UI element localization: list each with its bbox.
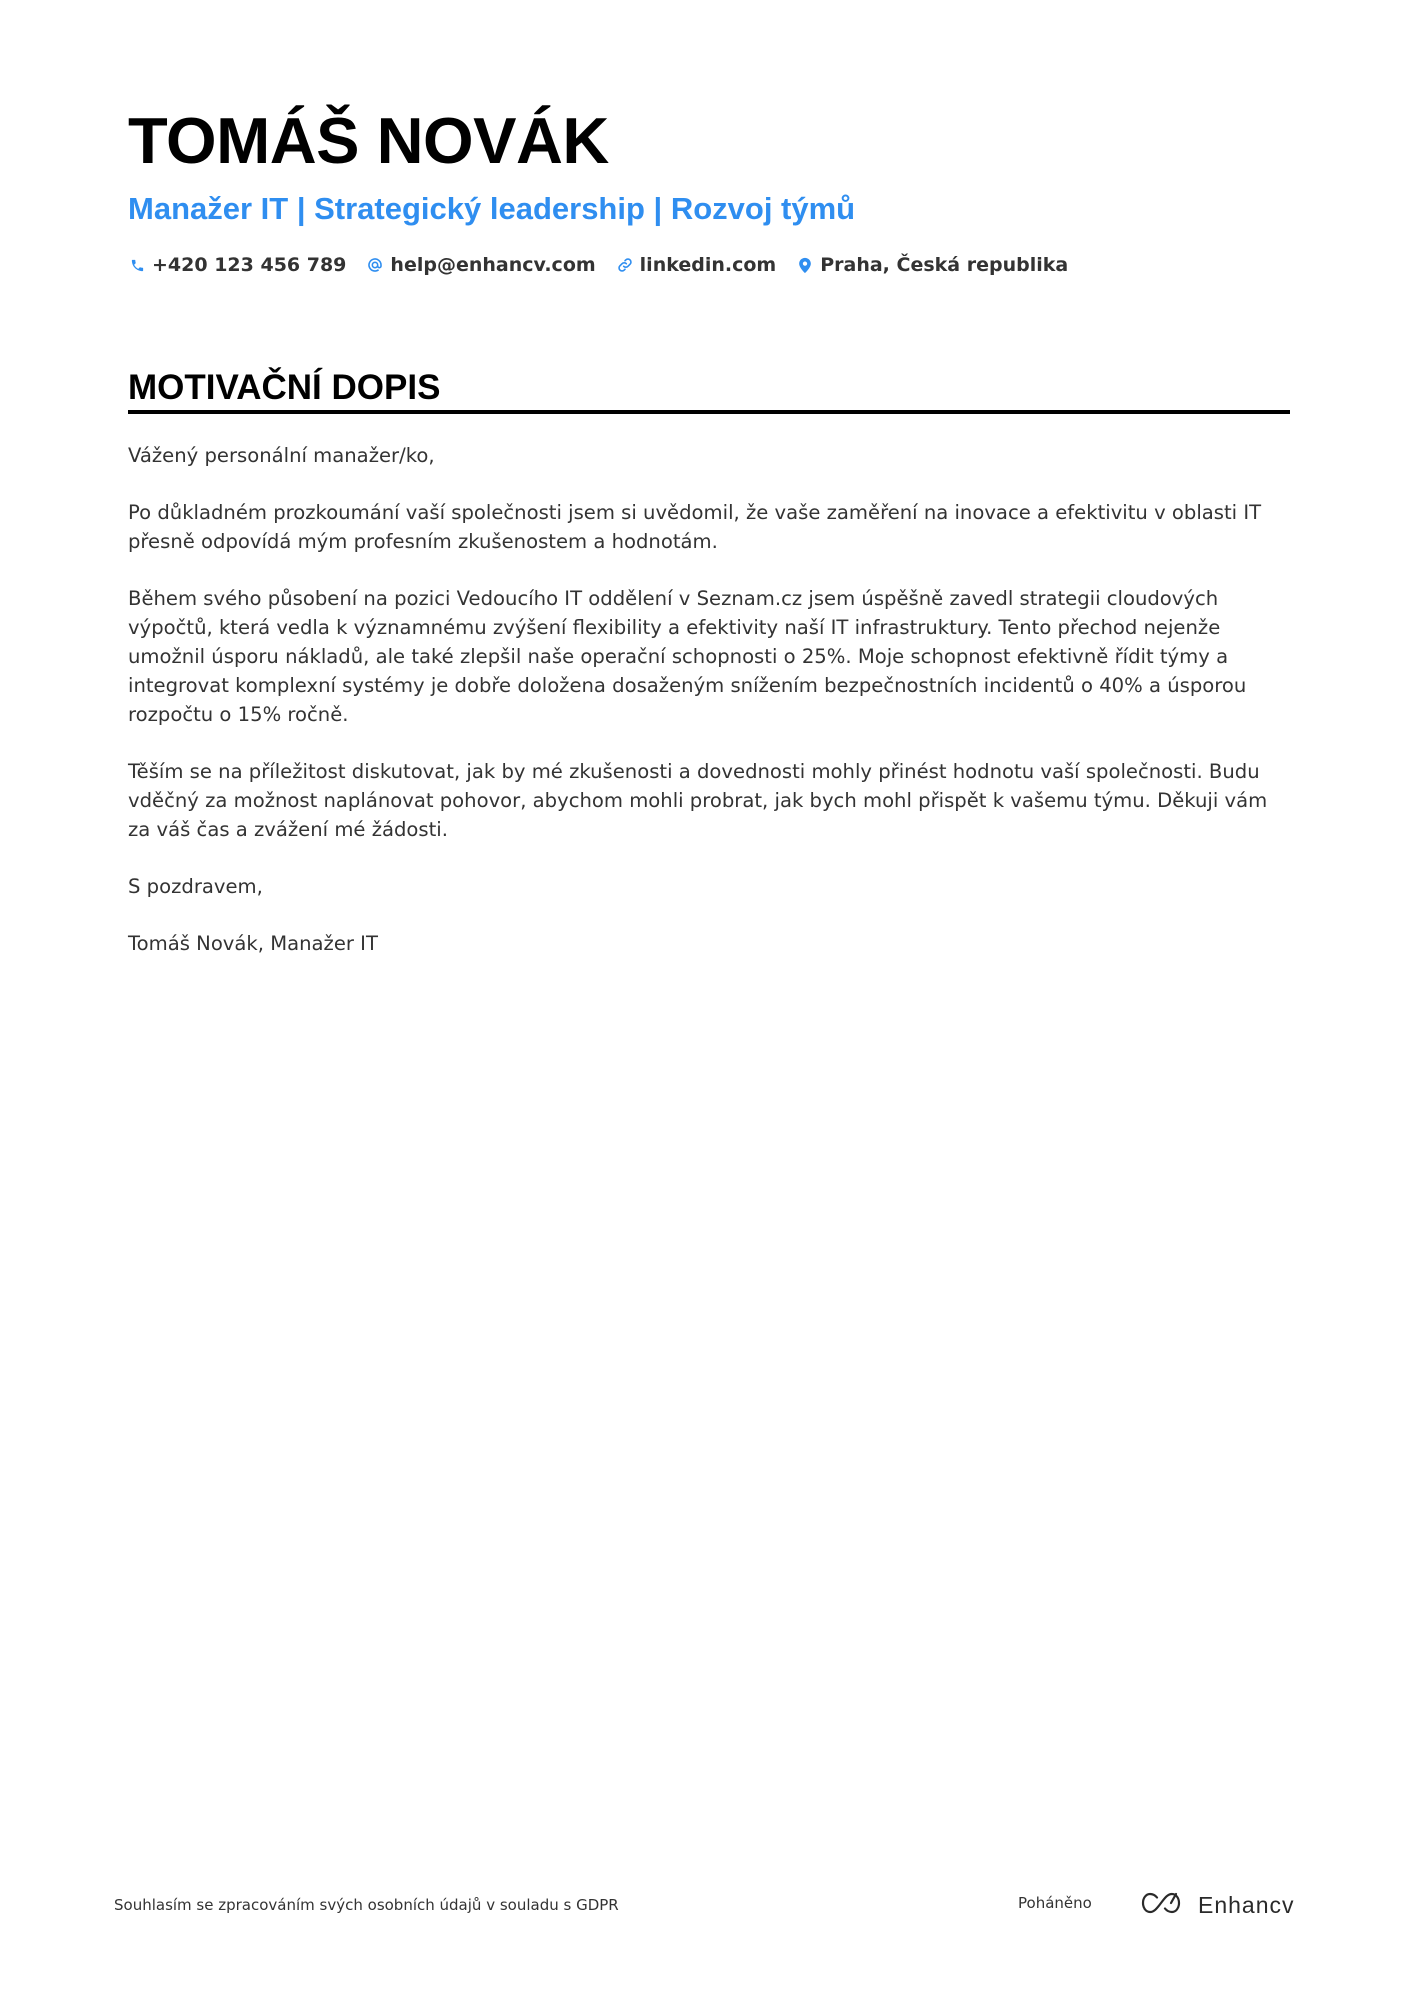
letter-paragraph: Během svého působení na pozici Vedoucího IT oddělení v Seznam.cz jsem úspěšně zavedl strategii cloudových výpočtů, která vedla k významnému zvýšení flexibility a efektivity naší IT infrastruktury. Tento přechod nejenže umožnil úsporu nákladů, ale také zlepšil naše operační schopnosti o 25%. Moje schopnost efektivně řídit týmy a integrovat komplexní systémy je dobře doložena dosaženým snížením bezpečnostních incidentů o 40% a úsporou rozpočtu o 15% ročně. bbox=[128, 587, 1247, 726]
at-icon bbox=[366, 256, 384, 274]
letter-closing: S pozdravem, bbox=[128, 875, 263, 898]
contact-location bbox=[796, 254, 1068, 276]
link-icon bbox=[616, 256, 634, 274]
linkedin-text[interactable]: linkedin.com bbox=[639, 254, 777, 276]
letter-greeting: Vážený personální manažer/ko, bbox=[128, 444, 435, 467]
enhancv-brand-text: Enhancv bbox=[1198, 1891, 1295, 1918]
powered-by-label: Poháněno bbox=[1018, 1894, 1092, 1912]
section-title: MOTIVAČNÍ DOPIS bbox=[128, 368, 441, 407]
phone-text: +420 123 456 789 bbox=[152, 254, 347, 276]
candidate-name: TOMÁŠ NOVÁK bbox=[128, 104, 609, 177]
letter-signature: Tomáš Novák, Manažer IT bbox=[128, 932, 378, 955]
phone-icon bbox=[128, 256, 146, 274]
section-divider bbox=[128, 410, 1290, 414]
gdpr-consent: Souhlasím se zpracováním svých osobních údajů v souladu s GDPR bbox=[114, 1896, 619, 1914]
contact-email[interactable] bbox=[366, 254, 595, 276]
enhancv-logo[interactable] bbox=[1140, 1890, 1295, 1920]
contact-linkedin[interactable] bbox=[616, 254, 777, 276]
candidate-headline: Manažer IT | Strategický leadership | Rozvoj týmů bbox=[128, 191, 856, 226]
letter-paragraph: Těším se na příležitost diskutovat, jak by mé zkušenosti a dovednosti mohly přinést hodnotu vaší společnosti. Budu vděčný za možnost naplánovat pohovor, abychom mohli probrat, jak bych mohl přispět k vašemu týmu. Děkuji vám za váš čas a zvážení mé žádosti. bbox=[128, 760, 1268, 841]
contact-phone bbox=[128, 254, 346, 276]
location-pin-icon bbox=[796, 256, 814, 274]
letter-paragraph: Po důkladném prozkoumání vaší společnosti jsem si uvědomil, že vaše zaměření na inovace a efektivitu v oblasti IT přesně odpovídá mým profesním zkušenostem a hodnotám. bbox=[128, 501, 1262, 553]
enhancv-logo-icon bbox=[1140, 1890, 1186, 1920]
letter-body bbox=[128, 441, 1290, 986]
location-text: Praha, Česká republika bbox=[820, 254, 1069, 276]
email-text[interactable]: help@enhancv.com bbox=[390, 254, 596, 276]
contact-bar bbox=[128, 254, 1088, 276]
